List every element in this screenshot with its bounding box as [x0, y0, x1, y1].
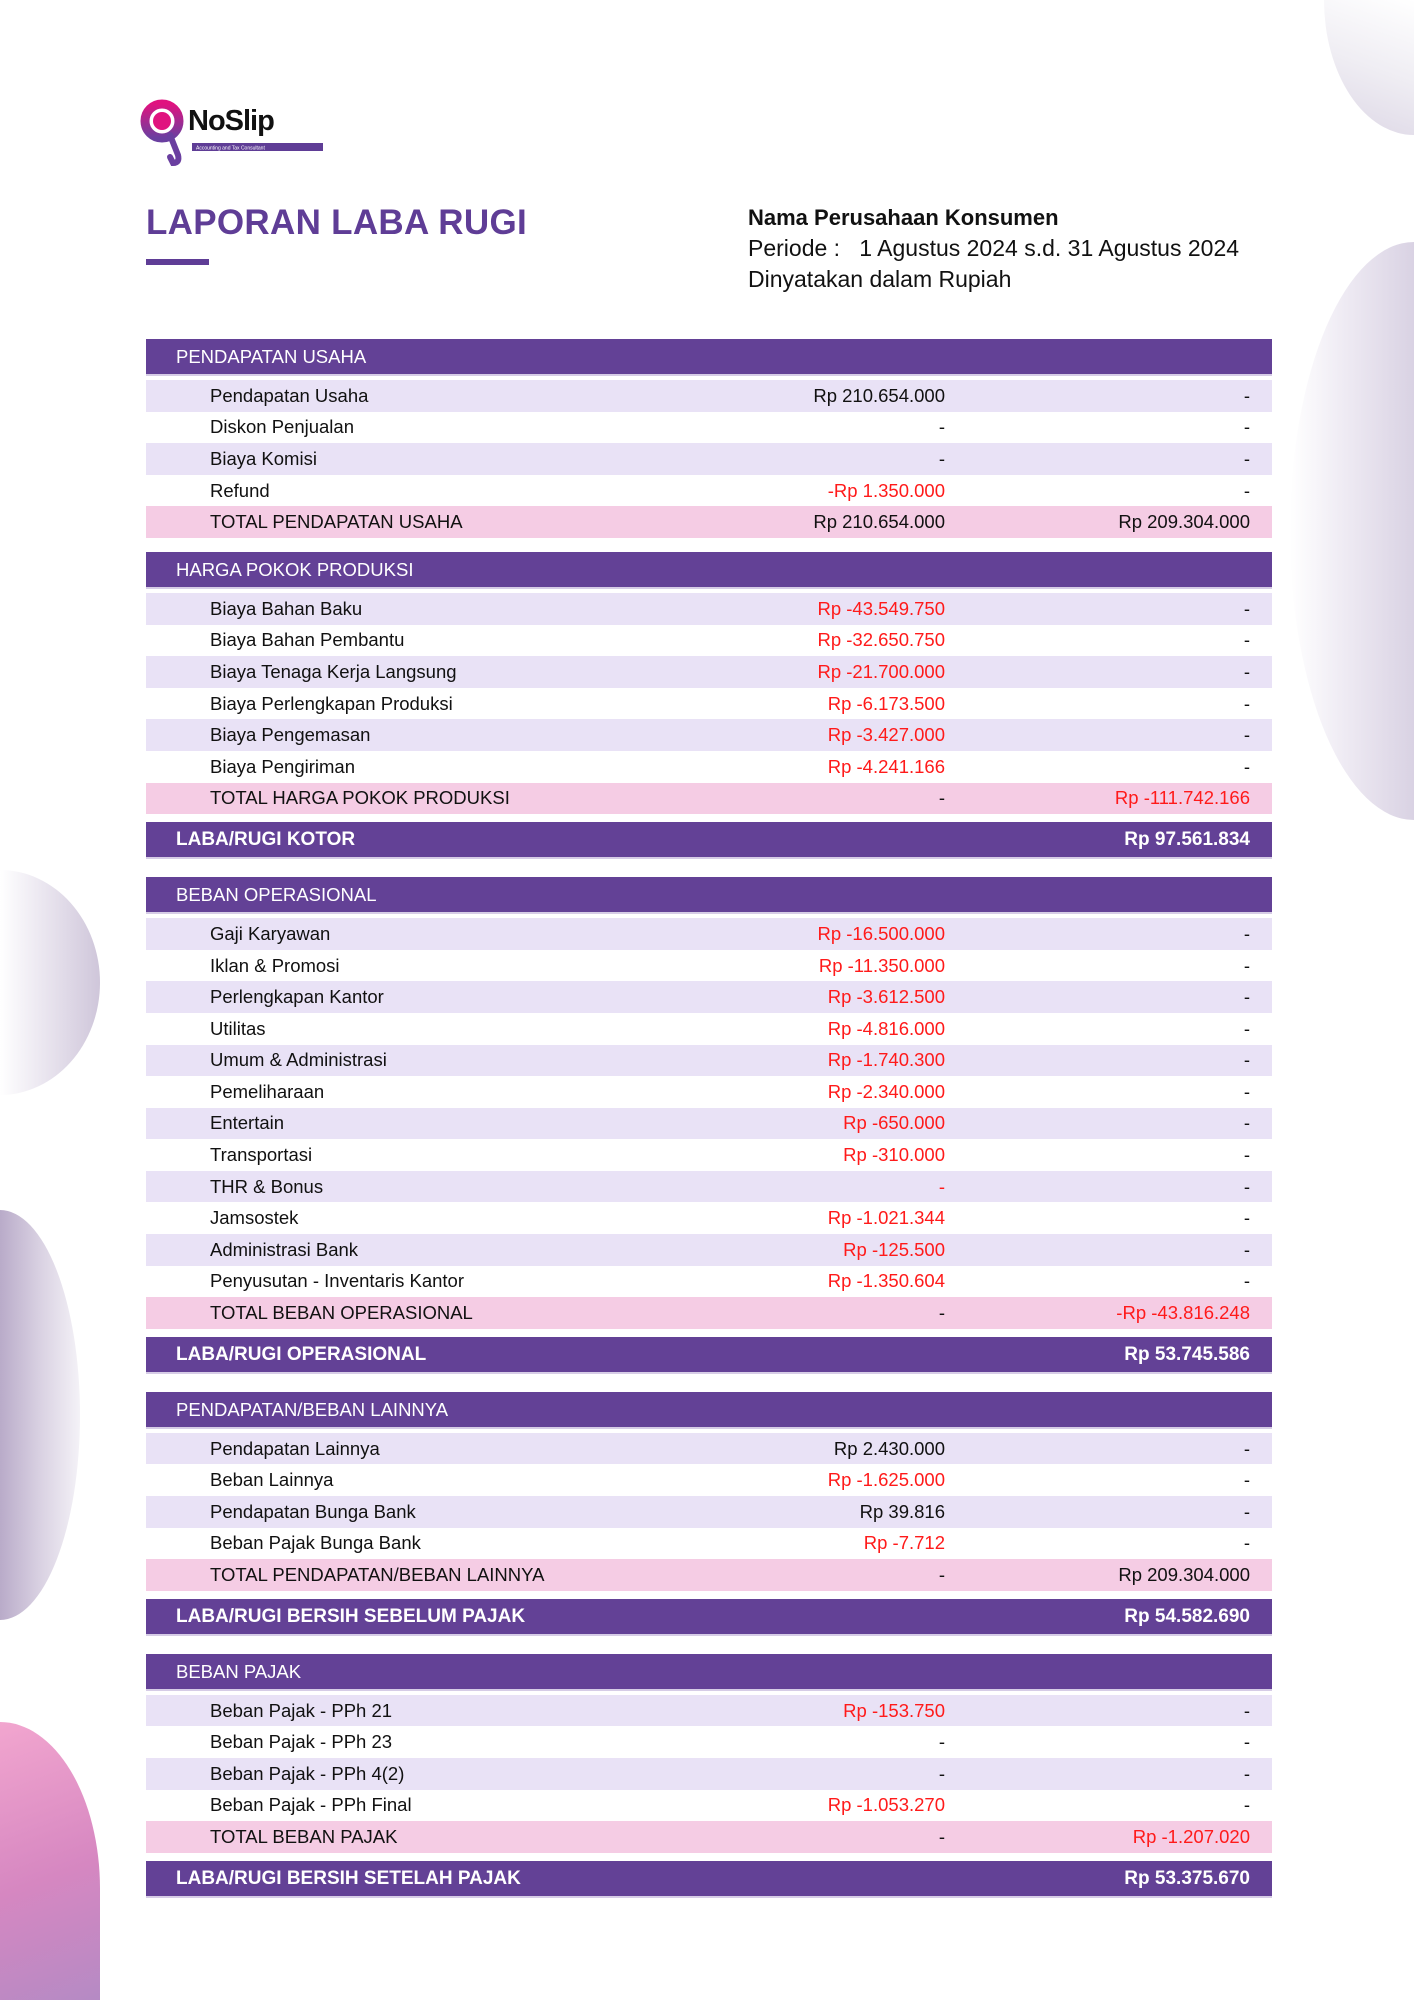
- table-row: [146, 1076, 1272, 1108]
- table-row: [146, 751, 1272, 783]
- row-label: Pendapatan Bunga Bank: [210, 1500, 416, 1522]
- row-label: Pendapatan Usaha: [210, 384, 369, 406]
- income-statement: [146, 339, 1272, 1916]
- company-name: Nama Perusahaan Konsumen: [748, 205, 1059, 230]
- section-header: BEBAN OPERASIONAL: [146, 877, 1272, 912]
- result-label: LABA/RUGI KOTOR: [176, 829, 356, 851]
- table-row: [146, 1171, 1272, 1203]
- row-label: Refund: [210, 479, 270, 501]
- row-label: Beban Pajak - PPh 4(2): [210, 1762, 405, 1784]
- row-label: TOTAL PENDAPATAN USAHA: [210, 511, 463, 533]
- row-amount: Rp -1.021.344: [827, 1207, 945, 1229]
- section-rows: [146, 1695, 1272, 1853]
- row-total: -: [1243, 922, 1250, 944]
- section-header: HARGA POKOK PRODUKSI: [146, 552, 1272, 587]
- result-value: Rp 53.745.586: [1124, 1343, 1250, 1365]
- row-amount: Rp -1.625.000: [827, 1469, 945, 1491]
- total-row: [146, 1559, 1272, 1591]
- row-label: Iklan & Promosi: [210, 954, 340, 976]
- row-label: Penyusutan - Inventaris Kantor: [210, 1270, 465, 1292]
- row-label: Perlengkapan Kantor: [210, 986, 384, 1008]
- row-amount: Rp -153.750: [843, 1699, 945, 1721]
- table-row: [146, 1726, 1272, 1758]
- noslip-logo: [140, 97, 325, 169]
- svg-text:Accounting and Tax Consultant: Accounting and Tax Consultant: [196, 145, 265, 152]
- row-amount: Rp -6.173.500: [827, 692, 945, 714]
- table-row: [146, 1139, 1272, 1171]
- row-amount: Rp -1.350.604: [827, 1270, 945, 1292]
- table-row: [146, 1108, 1272, 1140]
- result-label: LABA/RUGI BERSIH SEBELUM PAJAK: [176, 1605, 526, 1627]
- page-title: LAPORAN LABA RUGI: [146, 203, 528, 242]
- row-label: Pendapatan Lainnya: [210, 1437, 380, 1459]
- table-row: [146, 1234, 1272, 1266]
- row-label: Jamsostek: [210, 1207, 299, 1229]
- row-amount: Rp 210.654.000: [813, 511, 945, 533]
- row-total: -: [1243, 1437, 1250, 1459]
- row-amount: Rp -21.700.000: [817, 660, 945, 682]
- table-row: [146, 1496, 1272, 1528]
- report-info: [748, 202, 1239, 295]
- total-row: [146, 1297, 1272, 1329]
- row-label: THR & Bonus: [210, 1175, 324, 1197]
- table-row: [146, 918, 1272, 950]
- table-row: [146, 443, 1272, 475]
- section-header: PENDAPATAN USAHA: [146, 339, 1272, 374]
- decorative-shape: [0, 1722, 100, 2000]
- table-row: [146, 950, 1272, 982]
- result-value: Rp 97.561.834: [1124, 829, 1250, 851]
- row-amount: -: [938, 1825, 945, 1847]
- row-label: TOTAL HARGA POKOK PRODUKSI: [210, 787, 510, 809]
- row-label: Utilitas: [210, 1017, 266, 1039]
- row-total: -: [1243, 1017, 1250, 1039]
- row-amount: Rp -3.612.500: [827, 986, 945, 1008]
- row-total: -: [1243, 1469, 1250, 1491]
- section-header: PENDAPATAN/BEBAN LAINNYA: [146, 1392, 1272, 1427]
- row-label: Biaya Pengiriman: [210, 755, 355, 777]
- period-value: 1 Agustus 2024 s.d. 31 Agustus 2024: [859, 235, 1240, 261]
- row-total: -: [1243, 1762, 1250, 1784]
- table-row: [146, 412, 1272, 444]
- row-amount: Rp -4.816.000: [827, 1017, 945, 1039]
- row-amount: Rp -310.000: [843, 1144, 945, 1166]
- row-total: -: [1243, 986, 1250, 1008]
- row-total: -: [1243, 755, 1250, 777]
- row-label: Pemeliharaan: [210, 1080, 325, 1102]
- row-total: -: [1243, 1699, 1250, 1721]
- row-label: Biaya Komisi: [210, 447, 317, 469]
- row-total: -: [1243, 1794, 1250, 1816]
- decorative-shape: [0, 1210, 80, 1620]
- row-label: TOTAL BEBAN PAJAK: [210, 1825, 398, 1847]
- row-amount: Rp -1.740.300: [827, 1049, 945, 1071]
- total-row: [146, 1821, 1272, 1853]
- row-amount: Rp 39.816: [859, 1500, 945, 1522]
- row-total: -: [1243, 479, 1250, 501]
- row-amount: -: [938, 787, 945, 809]
- section-pendapatan-usaha: [146, 339, 1272, 538]
- result-row: [146, 1337, 1272, 1372]
- row-total: -: [1243, 1207, 1250, 1229]
- row-total: -: [1243, 724, 1250, 746]
- row-amount: Rp -11.350.000: [818, 954, 945, 976]
- row-total: Rp -1.207.020: [1132, 1825, 1250, 1847]
- row-label: Beban Pajak - PPh 23: [210, 1731, 393, 1753]
- row-label: Biaya Pengemasan: [210, 724, 371, 746]
- row-amount: -: [938, 1762, 945, 1784]
- section-rows: [146, 593, 1272, 814]
- row-total: Rp -111.742.166: [1114, 787, 1250, 809]
- table-row: [146, 1433, 1272, 1465]
- row-total: -: [1243, 1532, 1250, 1554]
- total-row: [146, 783, 1272, 815]
- row-label: TOTAL BEBAN OPERASIONAL: [210, 1302, 473, 1324]
- row-amount: Rp -125.500: [843, 1238, 945, 1260]
- row-label: Beban Pajak - PPh Final: [210, 1794, 412, 1816]
- row-label: Biaya Bahan Baku: [210, 597, 363, 619]
- table-row: [146, 1695, 1272, 1727]
- row-amount: Rp -3.427.000: [827, 724, 945, 746]
- row-total: -: [1243, 1112, 1250, 1134]
- decorative-shape: [1324, 0, 1414, 135]
- row-label: Biaya Perlengkapan Produksi: [210, 692, 453, 714]
- period: [748, 233, 1239, 264]
- row-label: Beban Pajak Bunga Bank: [210, 1532, 421, 1554]
- result-value: Rp 54.582.690: [1124, 1605, 1250, 1627]
- table-row: [146, 719, 1272, 751]
- table-row: [146, 1202, 1272, 1234]
- row-amount: -: [938, 1175, 945, 1197]
- title-underline: [146, 259, 209, 265]
- row-total: -: [1243, 1270, 1250, 1292]
- row-total: Rp 209.304.000: [1118, 511, 1250, 533]
- row-amount: -: [938, 1302, 945, 1324]
- table-row: [146, 1528, 1272, 1560]
- table-row: [146, 1045, 1272, 1077]
- row-total: -: [1243, 384, 1250, 406]
- row-amount: -: [938, 1731, 945, 1753]
- row-total: -: [1243, 416, 1250, 438]
- total-row: [146, 506, 1272, 538]
- row-amount: Rp 2.430.000: [833, 1437, 945, 1459]
- result-row: [146, 1861, 1272, 1896]
- section-rows: [146, 918, 1272, 1329]
- row-label: Beban Lainnya: [210, 1469, 334, 1491]
- result-label: LABA/RUGI BERSIH SETELAH PAJAK: [176, 1867, 521, 1889]
- row-label: Biaya Tenaga Kerja Langsung: [210, 660, 457, 682]
- svg-text:NoSlip: NoSlip: [188, 105, 274, 137]
- table-row: [146, 1013, 1272, 1045]
- result-value: Rp 53.375.670: [1124, 1867, 1250, 1889]
- result-row: [146, 1599, 1272, 1634]
- row-amount: -: [938, 447, 945, 469]
- row-total: -: [1243, 954, 1250, 976]
- result-row: [146, 822, 1272, 857]
- row-total: -: [1243, 1500, 1250, 1522]
- table-row: [146, 475, 1272, 507]
- table-row: [146, 1464, 1272, 1496]
- table-row: [146, 625, 1272, 657]
- table-row: [146, 1758, 1272, 1790]
- row-total: -: [1243, 1731, 1250, 1753]
- row-label: Transportasi: [210, 1144, 313, 1166]
- row-amount: -: [938, 1564, 945, 1586]
- section-rows: [146, 380, 1272, 538]
- row-total: -: [1243, 692, 1250, 714]
- row-label: Entertain: [210, 1112, 285, 1134]
- row-amount: -Rp 1.350.000: [827, 479, 945, 501]
- row-amount: Rp -16.500.000: [817, 922, 945, 944]
- row-total: -: [1243, 597, 1250, 619]
- table-row: [146, 981, 1272, 1013]
- row-label: TOTAL PENDAPATAN/BEBAN LAINNYA: [210, 1564, 545, 1586]
- row-amount: Rp -2.340.000: [827, 1080, 945, 1102]
- section-header: BEBAN PAJAK: [146, 1654, 1272, 1689]
- row-total: -: [1243, 660, 1250, 682]
- row-label: Diskon Penjualan: [210, 416, 354, 438]
- row-total: -: [1243, 1175, 1250, 1197]
- row-label: Beban Pajak - PPh 21: [210, 1699, 393, 1721]
- table-row: [146, 656, 1272, 688]
- period-label: Periode :: [748, 235, 841, 261]
- row-total: Rp 209.304.000: [1118, 1564, 1250, 1586]
- row-total: -Rp -43.816.248: [1116, 1302, 1250, 1324]
- row-amount: Rp 210.654.000: [813, 384, 945, 406]
- row-label: Umum & Administrasi: [210, 1049, 387, 1071]
- row-amount: Rp -650.000: [843, 1112, 945, 1134]
- row-amount: Rp -1.053.270: [827, 1794, 945, 1816]
- row-label: Administrasi Bank: [210, 1238, 359, 1260]
- row-total: -: [1243, 447, 1250, 469]
- row-amount: Rp -4.241.166: [827, 755, 945, 777]
- decorative-shape: [0, 870, 100, 1095]
- decorative-shape: [1290, 242, 1414, 820]
- table-row: [146, 380, 1272, 412]
- row-total: -: [1243, 1080, 1250, 1102]
- currency-note: Dinyatakan dalam Rupiah: [748, 266, 1012, 292]
- row-label: Gaji Karyawan: [210, 922, 331, 944]
- row-amount: Rp -7.712: [863, 1532, 945, 1554]
- section-beban-pajak: [146, 1654, 1272, 1896]
- row-total: -: [1243, 1144, 1250, 1166]
- section-harga-pokok-produksi: [146, 552, 1272, 857]
- row-total: -: [1243, 1049, 1250, 1071]
- table-row: [146, 688, 1272, 720]
- section-pendapatan-beban-lainnya: [146, 1392, 1272, 1634]
- table-row: [146, 1266, 1272, 1298]
- table-row: [146, 593, 1272, 625]
- row-amount: -: [938, 416, 945, 438]
- row-amount: Rp -32.650.750: [817, 629, 945, 651]
- section-rows: [146, 1433, 1272, 1591]
- row-total: -: [1243, 629, 1250, 651]
- result-label: LABA/RUGI OPERASIONAL: [176, 1343, 427, 1365]
- table-row: [146, 1790, 1272, 1822]
- row-total: -: [1243, 1238, 1250, 1260]
- section-beban-operasional: [146, 877, 1272, 1372]
- row-label: Biaya Bahan Pembantu: [210, 629, 405, 651]
- row-amount: Rp -43.549.750: [817, 597, 945, 619]
